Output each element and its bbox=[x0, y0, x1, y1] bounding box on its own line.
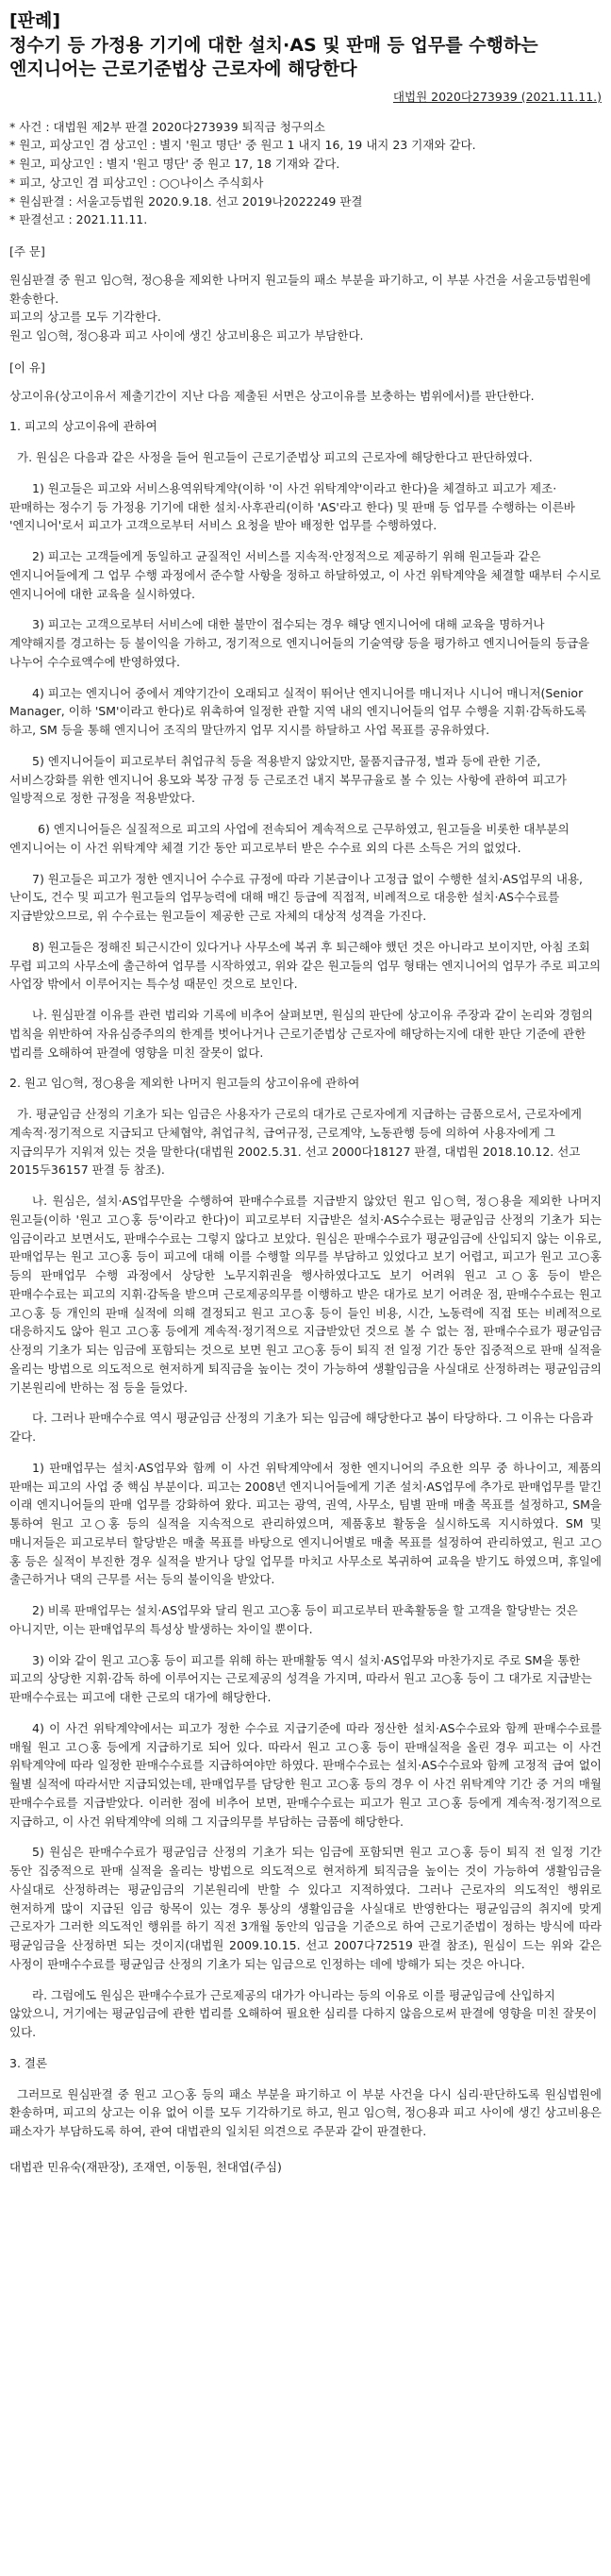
meta-plaintiff-appellee: * 원고, 피상고인 : 별지 '원고 명단' 중 원고 17, 18 기재와 같다. bbox=[9, 157, 340, 172]
order-heading: [주 문] bbox=[9, 244, 45, 259]
section1-item-1: 1) 원고들은 피고와 서비스용역위탁계약(이하 '이 사건 위탁계약'이라고 한다)을 체결하고 피고가 제조·판매하는 정수기 등 가정용 기기에 대한 설치·사후관리(이하 'AS'라고 한다) 및 판매 등 업무를 수행하는 이른바 '엔지니어'로서 피고가 고객으로부터 서비스 요청을 받아 배정한 업무를 수행하였다. bbox=[9, 480, 575, 533]
section2-heading: 2. 원고 임○혁, 정○용을 제외한 나머지 원고들의 상고이유에 관하여 bbox=[9, 1076, 360, 1091]
section3-heading: 3. 결론 bbox=[9, 2055, 48, 2070]
section1-ga: 가. 원심은 다음과 같은 사정을 들어 원고들이 근로기준법상 피고의 근로자에 해당한다고 판단하였다. bbox=[17, 450, 533, 465]
section2-item-2: 2) 비록 판매업무는 설치·AS업무와 달리 원고 고○홍 등이 피고로부터 판촉활동을 할 고객을 할당받는 것은 아니지만, 이는 판매업무의 특성상 발생하는 차이일 뿐이다. bbox=[9, 1603, 578, 1636]
section2-ra: 라. 그럼에도 원심은 판매수수료가 근로제공의 대가가 아니라는 등의 이유로 이를 평균임금에 산입하지 않았으니, 거기에는 평균임금에 관한 법리를 오해하여 필요한 심리를 다하지 않음으로써 판결에 영향을 미친 잘못이 있다. bbox=[9, 1987, 598, 2040]
section1-item-7: 7) 원고들은 피고가 정한 엔지니어 수수료 규정에 따라 기본급이나 고정급 없이 수행한 설치·AS업무의 내용, 난이도, 건수 및 피고가 원고들의 업무능력에 대해 매긴 등급에 직접적, 비례적으로 대응한 설치·AS수수료를 지급받았으므로, 위 수수료는 원고들이 제공한 근로 자체의 대상적 성격을 가진다. bbox=[9, 871, 583, 924]
judges-line: 대법관 민유숙(재판장), 조재연, 이동원, 천대엽(주심) bbox=[9, 2159, 282, 2174]
section2-item-3: 3) 이와 같이 원고 고○홍 등이 피고를 위해 하는 판매활동 역시 설치·AS업무와 마찬가지로 주로 SM을 통한 피고의 상당한 지휘·감독 하에 이루어지는 근로제공의 성격을 가지며, 따라서 원고 고○홍 등이 그 대가로 지급받는 판매수수료는 피고에 대한 근로의 대가에 해당한다. bbox=[9, 1652, 592, 1705]
section2-item-1: 1) 판매업무는 설치·AS업무와 함께 이 사건 위탁계약에서 정한 엔지니어의 주요한 의무 중 하나이고, 제품의 판매는 피고의 사업 중 핵심 부분이다. 피고는 2008년 엔지니어들에게 기존 설치·AS업무에 추가로 판매업무를 맡긴 이래 엔지니어들의 판매 업무를 강화하여 왔다. 피고는 광역, 권역, 사무소, 팀별 판매 매출 목표를 설정하고, SM을 통하여 원고 고○홍 등의 실적을 지속적으로 관리하였으며, 제품홍보 활동을 실시하도록 지시하였다. SM 및 매니저들은 피고로부터 할당받은 매출 목표를 바탕으로 엔지니어별로 매출 목표를 설정하여 관리하였고, 원고 고○홍 등은 실적이 부진한 경우 실적을 받거나 당일 업무를 마치고 사무소로 복귀하여 교육을 받기도 하였으며, 휴일에 출근하거나 댁의 근무를 서는 등의 불이익을 받았다. bbox=[9, 1460, 602, 1587]
meta-defendant: * 피고, 상고인 겸 피상고인 : ○○나이스 주식회사 bbox=[9, 175, 264, 190]
section2-item-4: 4) 이 사건 위탁계약에서는 피고가 정한 수수료 지급기준에 따라 정산한 설치·AS수수료와 함께 판매수수료를 매월 원고 고○홍 등에게 지급하기로 되어 있다. 따라서 원고 고○홍 등이 판매실적을 올린 경우 피고는 이 사건 위탁계약에 따라 일정한 판매수수료를 지급하여야만 하였다. 판매수수료는 설치·AS수수료와 함께 고정적 급여 없이 월별 실적에 따라서만 지급되었는데, 판매업무를 담당한 원고 고○홍 등의 경우 이 사건 위탁계약 기간 중 거의 매월 판매수수료를 지급받았다. 이러한 점에 비추어 보면, 판매수수료는 피고가 원고 고○홍 등에게 계속적·정기적으로 지급하고, 이 사건 위탁계약에 의해 그 지급의무를 부담하는 금품에 해당한다. bbox=[9, 1720, 602, 1829]
section1-item-5: 5) 엔지니어들이 피고로부터 취업규칙 등을 적용받지 않았지만, 물품지급규정, 벌과 등에 관한 기준, 서비스강화를 위한 엔지니어 용모와 복장 규정 등 근로조건 내지 복무규율로 볼 수 있는 사항에 관하여 피고가 일방적으로 정한 규정을 적용받았다. bbox=[9, 753, 567, 806]
section1-item-4: 4) 피고는 엔지니어 중에서 계약기간이 오래되고 실적이 뛰어난 엔지니어를 매니저나 시니어 매니저(Senior Manager, 이하 'SM'이라고 한다)로 위촉하여 일정한 관할 지역 내의 엔지니어들의 업무 수행을 지휘·감독하도록 하고, SM 등을 통해 엔지니어 조직의 말단까지 업무 지시를 하달하고 사업 목표를 공유하였다. bbox=[9, 685, 586, 738]
section1-item-6: 6) 엔지니어들은 실질적으로 피고의 사업에 전속되어 계속적으로 근무하였고, 원고들을 비롯한 대부분의 엔지니어는 이 사건 위탁계약 체결 기간 동안 피고로부터 받은 수수료 외의 다른 소득은 거의 없었다. bbox=[9, 822, 570, 855]
document-title: [판례] 정수기 등 가정용 기기에 대한 설치·AS 및 판매 등 업무를 수행하는 엔지니어는 근로기준법상 근로자에 해당한다 bbox=[9, 10, 538, 80]
section2-na: 나. 원심은, 설치·AS업무만을 수행하여 판매수수료를 지급받지 않았던 원고 임○혁, 정○용을 제외한 나머지 원고들(이하 '원고 고○홍 등'이라고 한다)이 피고로부터 지급받은 설치·AS수수료는 평균임금 산정의 기초가 되는 임금이라고 보면서도, 판매수수료는 그렇지 않다고 보았다. 원심은 판매수수료가 평균임금에 산입되지 않는 이유로, 판매업무는 원고 고○홍 등이 피고에 대해 이를 수행할 의무를 부담하고 있었다고 보기 어렵고, 피고가 원고 고○홍 등의 판매업무 수행 과정에서 상당한 노무지휘권을 행사하였다고도 보기 어려워 원고 고○홍 등이 받은 판매수수료는 피고의 지휘·감독을 받으며 근로제공의무를 이행하고 받은 대가로 보기 어려운 점, 판매수수료는 원고 고○홍 등 개인의 판매 실적에 의해 결정되고 원고 고○홍 등이 들인 비용, 시간, 노동력에 직접 또는 비례적으로 대응하지도 않아 원고 고○홍 등에게 계속적·정기적으로 지급받았던 것으로 볼 수 없는 점, 판매수수료가 평균임금 산정의 기초가 되는 임금에 포함되는 것으로 보면 원고 고○홍 등이 퇴직 전 일정 기간 동안 집중적으로 판매 실적을 올리는 방법으로 의도적으로 현저하게 퇴직금을 높이는 것이 가능하여 생활임금을 사실대로 산정하려는 평균임금의 기본원리에 반하는 점 등을 들었다. bbox=[9, 1194, 602, 1395]
section1-item-8: 8) 원고들은 정해진 퇴근시간이 있다거나 사무소에 복귀 후 퇴근해야 했던 것은 아니라고 보이지만, 아침 조회 무렵 피고의 사무소에 출근하여 업무를 시작하였고, 위와 같은 원고들의 업무 형태는 엔지니어의 업무가 주로 피고의 사업장 밖에서 이루어지는 특수성 때문인 것으로 보인다. bbox=[9, 939, 602, 992]
case-meta bbox=[9, 118, 602, 230]
order-text: 원심판결 중 원고 임○혁, 정○용을 제외한 나머지 원고들의 패소 부분을 파기하고, 이 부분 사건을 서울고등법원에 환송한다. 피고의 상고를 모두 기각한다. 원고 임○혁, 정○용과 피고 사이에 생긴 상고비용은 피고가 부담한다. bbox=[9, 272, 591, 343]
section2-item-5: 5) 원심은 판매수수료가 평균임금 산정의 기초가 되는 임금에 포함되면 원고 고○홍 등이 퇴직 전 일정 기간 동안 집중적으로 판매 실적을 올리는 방법으로 의도적으로 현저하게 퇴직금을 높이는 것이 가능하여 생활임금을 사실대로 산정하려는 평균임금의 기본원리에 반할 수 있다고 지적하였다. 그러나 근로자의 의도적인 행위로 현저하게 많이 지급된 임금 항목이 있는 경우 통상의 생활임금을 사실대로 반영한다는 평균임금의 취지에 맞게 근로자가 그러한 의도적인 행위를 하기 직전 3개월 동안의 임금을 기준으로 하여 근로기준법이 정하는 방식에 따라 평균임금을 산정하면 되는 것이지(대법원 2009.10.15. 선고 2007다72519 판결 참조), 원심이 드는 위와 같은 사정이 판매수수료를 평균임금 산정의 기초가 되는 임금으로 인정하는 데에 방해가 되는 것은 아니다. bbox=[9, 1845, 602, 1971]
section1-na: 나. 원심판결 이유를 관련 법리와 기록에 비추어 살펴보면, 원심의 판단에 상고이유 주장과 같이 논리와 경험의 법칙을 위반하여 자유심증주의의 한계를 벗어나거나 근로기준법상 근로자에 해당하는지에 대한 판단 기준에 관한 법리를 오해하여 판결에 영향을 미친 잘못이 없다. bbox=[9, 1008, 593, 1060]
meta-plaintiff-appellee-appellant: * 원고, 피상고인 겸 상고인 : 별지 '원고 명단' 중 원고 1 내지 16, 19 내지 23 기재와 같다. bbox=[9, 138, 476, 153]
section1-item-3: 3) 피고는 고객으로부터 서비스에 대한 불만이 접수되는 경우 해당 엔지니어에 대해 교육을 명하거나 계약해지를 경고하는 등 불이익을 가하고, 정기적으로 엔지니어들의 기술역량 등을 평가하고 엔지니어들의 등급을 나누어 수수료액수에 반영하였다. bbox=[9, 617, 590, 669]
section2-da: 다. 그러나 판매수수료 역시 평균임금 산정의 기초가 되는 임금에 해당한다고 봄이 타당하다. 그 이유는 다음과 같다. bbox=[9, 1411, 593, 1445]
section1-heading: 1. 피고의 상고이유에 관하여 bbox=[9, 419, 157, 434]
conclusion-text: 그러므로 원심판결 중 원고 고○홍 등의 패소 부분을 파기하고 이 부분 사건을 다시 심리·판단하도록 원심법원에 환송하며, 피고의 상고는 이유 없어 이를 모두 기각하기로 하고, 원고 임○혁, 정○용과 피고 사이에 생긴 상고비용은 패소자가 부담하도록 하여, 관여 대법관의 일치된 의견으로 주문과 같이 판결한다. bbox=[9, 2086, 602, 2139]
meta-sentencing-date: * 판결선고 : 2021.11.11. bbox=[9, 212, 148, 227]
section1-item-2: 2) 피고는 고객들에게 동일하고 균질적인 서비스를 지속적·안정적으로 제공하기 위해 원고들과 같은 엔지니어들에게 그 업무 수행 과정에서 준수할 사항을 정하고 하달하였고, 이 사건 위탁계약을 체결할 때부터 수시로 엔지니어에 대한 교육을 실시하였다. bbox=[9, 549, 602, 601]
section2-ga: 가. 평균임금 산정의 기초가 되는 임금은 사용자가 근로의 대가로 근로자에게 지급하는 금품으로서, 근로자에게 계속적·정기적으로 지급되고 단체협약, 취업규칙, 급여규정, 근로계약, 노동관행 등에 의하여 사용자에게 그 지급의무가 지워져 있는 것을 말한다(대법원 2002.5.31. 선고 2000다18127 판결, 대법원 2018.10.12. 선고 2015두36157 판결 등 참조). bbox=[9, 1107, 583, 1178]
reason-intro: 상고이유(상고이유서 제출기간이 지난 다음 제출된 서면은 상고이유를 보충하는 범위에서)를 판단한다. bbox=[9, 388, 535, 403]
meta-original-judgment: * 원심판결 : 서울고등법원 2020.9.18. 선고 2019나2022249 판결 bbox=[9, 193, 363, 209]
meta-case: * 사건 : 대법원 제2부 판결 2020다273939 퇴직금 청구의소 bbox=[9, 119, 326, 134]
case-number: 대법원 2020다273939 (2021.11.11.) bbox=[392, 89, 602, 104]
reason-heading: [이 유] bbox=[9, 360, 45, 375]
